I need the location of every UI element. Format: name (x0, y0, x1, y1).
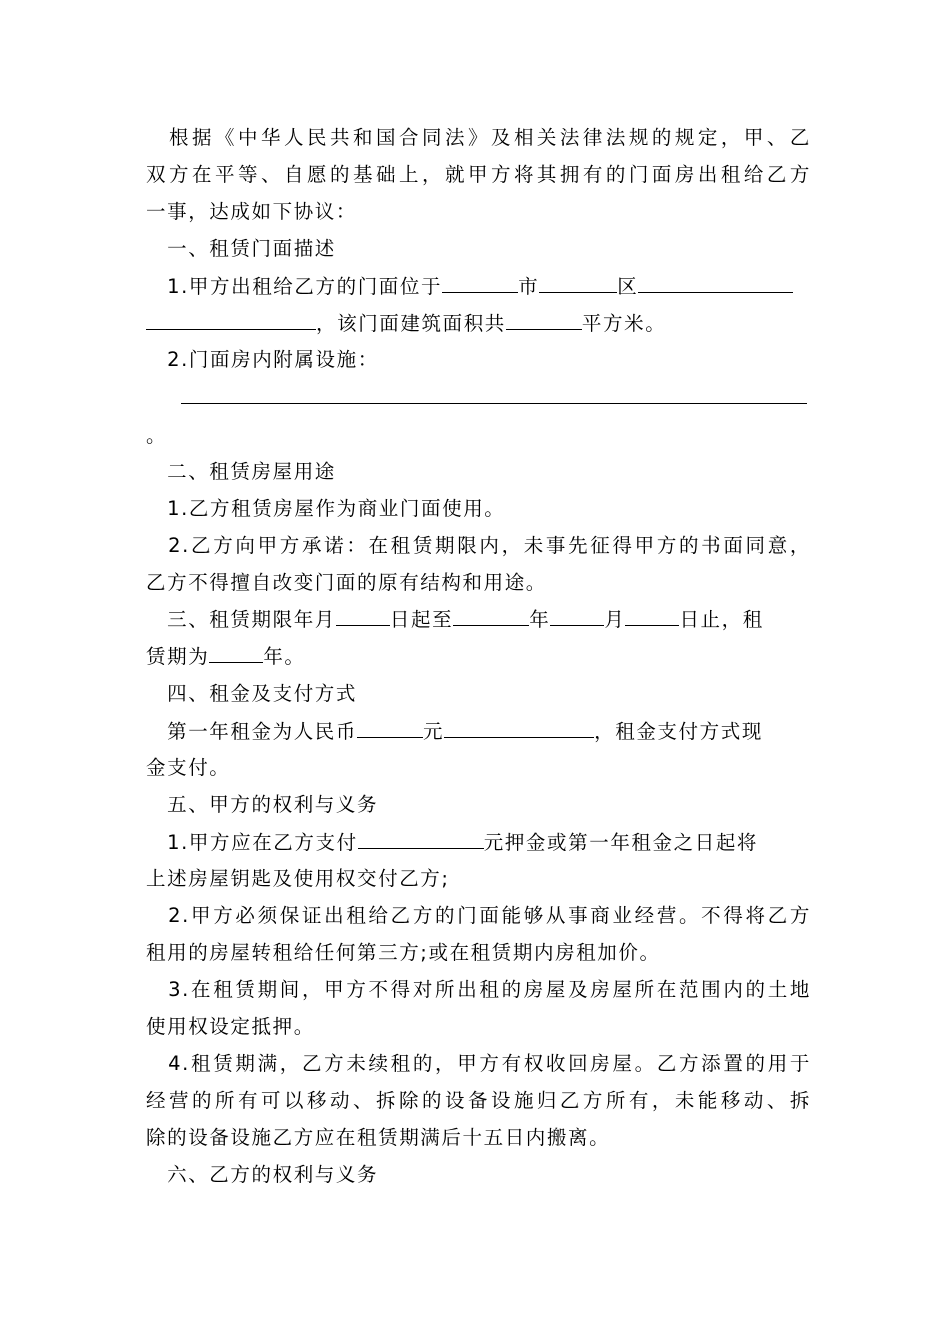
clause-text: 年。 (263, 645, 306, 668)
section-4-line-2: 金支付。 (146, 756, 231, 779)
clause-text: 平方米。 (581, 312, 667, 335)
clause-1-1-line-2 (146, 311, 811, 336)
clause-text: 月 (604, 608, 626, 631)
clause-text: 三、租赁期限年月 (146, 608, 336, 631)
clause-text: ，该门面建筑面积共 (316, 312, 506, 335)
clause-text: 日起至 (389, 608, 454, 631)
clause-text: 年 (529, 608, 551, 631)
section-4-heading: 四、租金及支付方式 (146, 682, 358, 705)
section-1-heading: 一、租赁门面描述 (146, 237, 336, 260)
deposit-blank (358, 830, 484, 849)
clause-text: 元押金或第一年租金之日起将 (483, 831, 759, 854)
section-6-heading: 六、乙方的权利与义务 (146, 1163, 379, 1186)
section-3-line-1 (146, 607, 811, 632)
area-blank (506, 311, 582, 330)
end-month-blank (550, 607, 604, 626)
clause-text: 1.甲方应在乙方支付 (146, 831, 358, 854)
clause-5-4-line-1: 4.租赁期满，乙方未续租的，甲方有权收回房屋。乙方添置的用于 (146, 1052, 811, 1075)
section-2-heading: 二、租赁房屋用途 (146, 460, 336, 483)
clause-5-2-line-2: 租用的房屋转租给任何第三方;或在租赁期内房租加价。 (146, 941, 661, 964)
rent-words-blank (444, 719, 594, 738)
address-blank (638, 274, 793, 293)
clause-5-3-line-1: 3.在租赁期间，甲方不得对所出租的房屋及房屋所在范围内的土地 (146, 978, 811, 1001)
section-3-line-2 (146, 644, 811, 669)
clause-text: 第一年租金为人民币 (146, 720, 358, 743)
preamble-line-2: 双方在平等、自愿的基础上，就甲方将其拥有的门面房出租给乙方 (146, 163, 811, 186)
clause-text: 1.甲方出租给乙方的门面位于 (146, 275, 443, 298)
clause-text: ，租金支付方式现 (594, 720, 763, 743)
end-year-blank (453, 607, 529, 626)
clause-text: 日止，租 (679, 608, 764, 631)
clause-text: 元 (423, 720, 445, 743)
rent-amount-blank (357, 719, 423, 738)
clause-text: 市 (518, 275, 540, 298)
city-blank (442, 274, 518, 293)
clause-2-2-line-2: 乙方不得擅自改变门面的原有结构和用途。 (146, 571, 547, 594)
clause-5-4-line-2: 经营的所有可以移动、拆除的设备设施归乙方所有，未能移动、拆 (146, 1089, 811, 1112)
clause-2-2-line-1: 2.乙方向甲方承诺：在租赁期限内，未事先征得甲方的书面同意， (146, 534, 811, 557)
term-years-blank (209, 644, 263, 663)
clause-5-3-line-2: 使用权设定抵押。 (146, 1015, 315, 1038)
clause-1-1-line-1 (146, 274, 811, 299)
preamble-line-1: 根据《中华人民共和国合同法》及相关法律法规的规定，甲、乙 (146, 126, 811, 149)
section-5-heading: 五、甲方的权利与义务 (146, 793, 379, 816)
clause-1-2-end: 。 (146, 424, 168, 447)
clause-1-2: 2.门面房内附属设施： (146, 348, 379, 371)
clause-2-1: 1.乙方租赁房屋作为商业门面使用。 (146, 497, 506, 520)
clause-5-4-line-3: 除的设备设施乙方应在租赁期满后十五日内搬离。 (146, 1126, 611, 1149)
address-blank-continued (146, 311, 316, 330)
clause-text: 区 (617, 275, 639, 298)
end-day-blank (625, 607, 679, 626)
preamble-line-3: 一事，达成如下协议： (146, 200, 358, 223)
start-day-blank (336, 607, 390, 626)
clause-5-1-line-1 (146, 830, 811, 855)
clause-5-1-line-2: 上述房屋钥匙及使用权交付乙方; (146, 867, 450, 890)
clause-text: 赁期为 (146, 645, 210, 668)
facilities-blank-line (181, 403, 807, 404)
district-blank (539, 274, 617, 293)
section-4-line-1 (146, 719, 811, 744)
clause-5-2-line-1: 2.甲方必须保证出租给乙方的门面能够从事商业经营。不得将乙方 (146, 904, 811, 927)
